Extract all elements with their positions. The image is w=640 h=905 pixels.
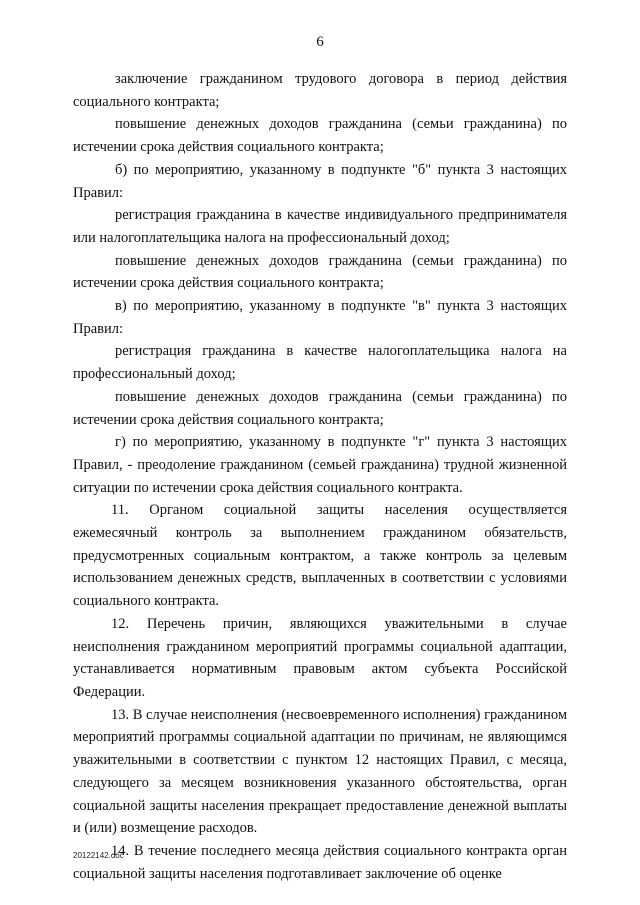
paragraph: 11. Органом социальной защиты населения осуществляется ежемесячный контроль за выполнением гражданином обязательств, предусмотренных социальным контрактом, а также контроль за целевым использованием денежных средств, выплаченных в соответствии с условиями социального контракта.: [73, 502, 567, 610]
paragraph: заключение гражданином трудового договора в период действия социального контракта;: [73, 71, 567, 110]
paragraph: регистрация гражданина в качестве налогоплательщика налога на профессиональный доход;: [73, 343, 567, 383]
paragraph: 13. В случае неисполнения (несвоевременного исполнения) гражданином мероприятий программы социальной адаптации по причинам, не являющимся уважительными в соответствии с пунктом 12 настоящих Правил, с месяца, следующего за месяцем возникновения указанного обстоятельства, орган социальной защиты населения прекращает предоставление денежной выплаты и (или) возмещение расходов.: [73, 706, 567, 837]
page-number: 6: [316, 34, 324, 50]
paragraph: в) по мероприятию, указанному в подпункте "в" пункта 3 настоящих Правил:: [73, 298, 567, 337]
paragraph: г) по мероприятию, указанному в подпункте "г" пункта 3 настоящих Правил, - преодоление гражданином (семьей гражданина) трудной жизненной ситуации по истечении срока действия социального контракта.: [73, 434, 567, 496]
paragraph: 12. Перечень причин, являющихся уважительными в случае неисполнения гражданином мероприятий программы социальной адаптации, устанавливается нормативным правовым актом субъекта Российской Федерации.: [73, 615, 567, 700]
paragraph: б) по мероприятию, указанному в подпункте "б" пункта 3 настоящих Правил:: [73, 161, 567, 201]
file-name-footer: 20122142.doc: [73, 851, 124, 860]
paragraph: повышение денежных доходов гражданина (семьи гражданина) по истечении срока действия социального контракта;: [73, 388, 567, 428]
paragraph: регистрация гражданина в качестве индивидуального предпринимателя или налогоплательщика налога на профессиональный доход;: [73, 207, 567, 246]
paragraph: повышение денежных доходов гражданина (семьи гражданина) по истечении срока действия социального контракта;: [73, 252, 567, 292]
paragraph: 14. В течение последнего месяца действия социального контракта орган социальной защиты населения подготавливает заключение об оценке: [73, 842, 567, 882]
document-body: [73, 68, 567, 885]
paragraph: повышение денежных доходов гражданина (семьи гражданина) по истечении срока действия социального контракта;: [73, 116, 567, 156]
